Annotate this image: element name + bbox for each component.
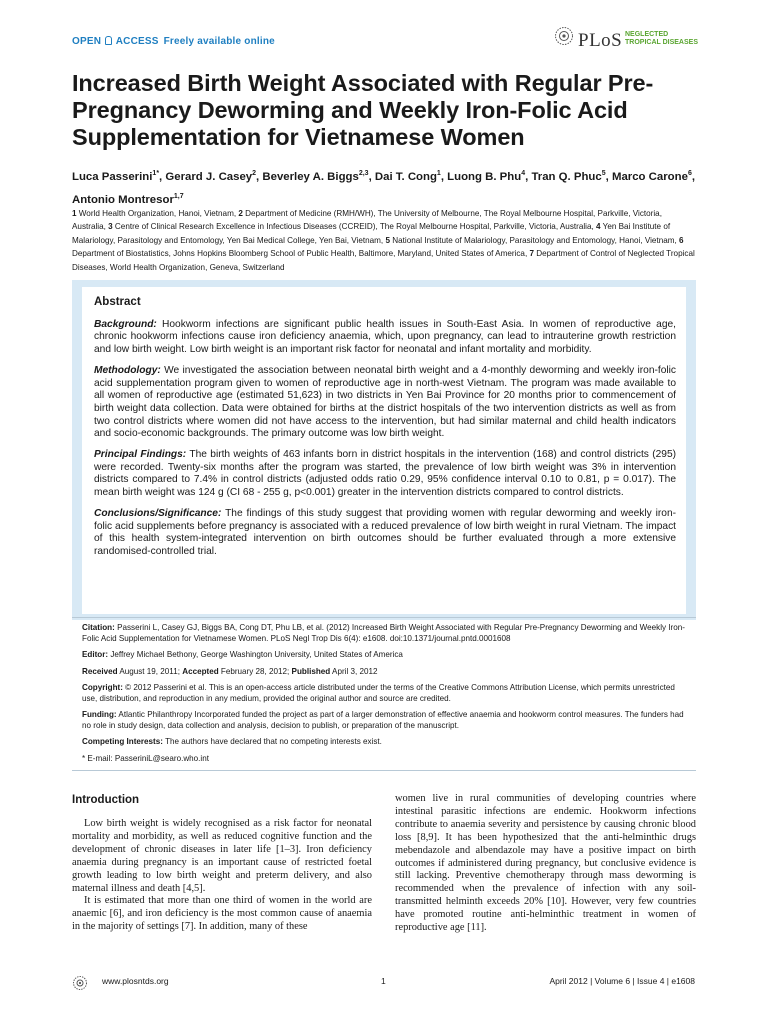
- author-name: Beverley A. Biggs: [262, 170, 359, 183]
- competing-label: Competing Interests:: [82, 737, 163, 746]
- affiliation-text: Department of Biostatistics, Johns Hopkins Bloomberg School of Public Health, Baltimore, Maryland, United States of America,: [72, 249, 530, 259]
- published-date: April 3, 2012: [332, 666, 378, 676]
- author-name: Dai T. Cong: [374, 170, 437, 183]
- editor: [82, 650, 686, 661]
- affiliation-number: 1: [72, 209, 77, 218]
- article-title: Increased Birth Weight Associated with Regular Pre-Pregnancy Deworming and Weekly Iron-Folic Acid Supplementation for Vietnamese Women: [72, 70, 654, 150]
- author-affiliation-marker: 1,7: [173, 192, 184, 200]
- abstract-section-label: Conclusions/Significance:: [94, 507, 222, 519]
- affiliation-number: 4: [596, 222, 601, 232]
- author-affiliation-marker: 1*: [152, 170, 160, 177]
- abstract-section-text: Hookworm infections are significant public health issues in South-East Asia. In women of reproductive age, chronic hookworm infections cause iron deficiency anaemia, which, upon pregnancy, can lead to intrauterine growth restriction and low birth weight. Low birth weight is an important risk factor for neonatal and infant mortality and morbidity.: [94, 318, 676, 356]
- author-list: Luca Passerini$^{1*}$, Gerard J. Casey$^2$, Beverley A. Biggs$^{2,3}$, Dai T. Cong$^1$, Luong B. Phu$^4$, Tran Q. Phuc$^5$, Marco Carone$^6$, Antonio Montresor$^{1,7}$: [72, 170, 696, 206]
- page-number: 1: [381, 976, 386, 986]
- meta-top-rule: [72, 617, 696, 618]
- author-name: Luca Passerini: [72, 170, 153, 183]
- affiliation-number: 7: [529, 249, 534, 259]
- affiliations: [72, 207, 697, 274]
- editor-text: Jeffrey Michael Bethony, George Washington University, United States of America: [110, 650, 403, 659]
- author-name: Antonio Montresor: [72, 193, 174, 206]
- author-affiliation-marker: 5: [601, 170, 606, 177]
- journal-logo: [554, 26, 704, 56]
- author-affiliation-marker: 1: [436, 170, 441, 177]
- author-affiliation-marker: 4: [521, 170, 526, 177]
- affiliation-text: Centre of Clinical Research Excellence in Infectious Diseases (CCREID), The Royal Melbourne Hospital, Parkville, Victoria, Australia,: [112, 222, 597, 232]
- abstract-section-text: The birth weights of 463 infants born in district hospitals in the intervention (168) and control districts (295) were recorded. Twenty-six months after the program was started, the prevalence of low birth weight was 3% in intervention districts compared to 7.4% in control districts (adjusted odds ratio 0.29, 95% confidence interval 0.10 to 0.81, p = 0.017). The mean birth weight was 124 g (CI 68 - 255 g, p<0.001) greater in the intervention districts compared to control districts.: [94, 449, 676, 499]
- abstract-section-text: We investigated the association between neonatal birth weight and a 4-monthly deworming and weekly iron-folic acid supplementation program given to women of reproductive age in north-west Vietnam. The program was made available to all women of reproductive age (estimated 51,623) in two districts in Yen Bai Province for 20 months prior to commencement of birth weight data collection. Data were obtained for births at the district hospitals of the two intervention districts as well as from two control districts where women did not have access to the intervention, but had similar maternal and child health indicators and socio-economic backgrounds. The primary outcome was low birth weight.: [94, 364, 676, 440]
- author-affiliation-marker: 6: [687, 170, 692, 177]
- editor-label: Editor:: [82, 650, 109, 659]
- competing-text: The authors have declared that no competing interests exist.: [165, 737, 382, 746]
- journal-line-2: TROPICAL DISEASES: [625, 39, 698, 46]
- accepted-label: Accepted: [182, 666, 219, 676]
- copyright: [82, 683, 686, 704]
- affiliation-number: 6: [679, 235, 684, 245]
- journal-line-1: NEGLECTED: [625, 31, 669, 38]
- author-name: Marco Carone: [611, 170, 688, 183]
- author-affiliation-marker: 2: [252, 170, 257, 177]
- affiliation-text: Yen Bai Institute of Malariology, Parasitology and Entomology, Yen Bai Medical College, Yen Bai, Vietnam,: [72, 222, 671, 245]
- abstract: [94, 296, 676, 567]
- meta-bottom-rule: [72, 770, 696, 771]
- open-label: OPEN: [72, 36, 102, 47]
- affiliation-number: 5: [385, 235, 390, 245]
- body-column-right: [395, 793, 696, 935]
- paragraph: It is estimated that more than one third of women in the world are anaemic [6], and iron deficiency is the most common cause of anaemia in the majority of settings [7]. In addition, many of these: [72, 895, 372, 933]
- lock-icon: [105, 36, 112, 45]
- affiliation-text: Department of Medicine (RMH/WH), The University of Melbourne, The Royal Melbourne Hospital, Parkville, Victoria, Australia,: [72, 209, 662, 232]
- received-date: August 19, 2011;: [119, 666, 180, 676]
- citation: [82, 623, 686, 644]
- affiliation-text: World Health Organization, Hanoi, Vietnam,: [76, 209, 239, 218]
- copyright-text: © 2012 Passerini et al. This is an open-access article distributed under the terms of the Creative Commons Attribution License, which permits unrestricted use, distribution, and reproduction in any medium, provided the original author and source are credited.: [82, 683, 675, 703]
- citation-label: Citation:: [82, 623, 115, 632]
- funding-text: Atlantic Philanthropy Incorporated funded the project as part of a larger demonstration of effective anaemia and hookworm control measures. The funders had no role in study design, data collection and analysis, decision to publish, or preparation of the manuscript.: [82, 710, 684, 730]
- affiliation-number: 2: [238, 209, 243, 218]
- dates: [82, 667, 686, 678]
- author-name: Gerard J. Casey: [165, 170, 253, 183]
- abstract-heading: Abstract: [94, 296, 141, 308]
- author-name: Tran Q. Phuc: [531, 170, 602, 183]
- citation-text: Passerini L, Casey GJ, Biggs BA, Cong DT, Phu LB, et al. (2012) Increased Birth Weight Associated with Regular Pre-Pregnancy Deworming and Weekly Iron-Folic Acid Supplementation for Vietnamese Women. PLoS Negl Trop Dis 6(4): e1608. doi:10.1371/journal.pntd.0001608: [82, 623, 685, 643]
- accepted-date: February 28, 2012;: [220, 666, 290, 676]
- freely-available-label: Freely available online: [163, 36, 275, 47]
- introduction-heading: Introduction: [72, 794, 140, 806]
- affiliation-text: National Institute of Malariology, Parasitology and Entomology, Hanoi, Vietnam,: [389, 235, 680, 245]
- abstract-section-label: Principal Findings:: [94, 449, 187, 461]
- plos-footer-logo-icon: [72, 975, 98, 991]
- paragraph: women live in rural communities of developing countries where intestinal parasitic infections are endemic. Hookworm infections contribute to anaemia severity and persistence by causing chronic blood loss [8,9]. It has been hypothesized that the anti-helminthic drugs mebendazole and albendazole may have a positive impact on birth outcomes if administered during pregnancy, but conclusive evidence is still lacking. Preventive chemotherapy through mass deworming is recommended when the prevalence of infection with any soil-transmitted helminth exceeds 20% [10]. However, very few countries have promoted routine anti-helminthic treatment in women of reproductive age [11].: [395, 793, 696, 934]
- abstract-section: [94, 508, 676, 559]
- published-label: Published: [291, 666, 331, 676]
- abstract-section-label: Methodology:: [94, 364, 161, 376]
- body-column-left: [72, 818, 372, 934]
- author-name: Luong B. Phu: [447, 170, 522, 183]
- publisher-name: PLoS: [578, 30, 623, 51]
- affiliation-text: Department of Control of Neglected Tropical Diseases, World Health Organization, Geneva, Switzerland: [72, 249, 695, 272]
- funding: [82, 710, 686, 731]
- journal-name: [625, 31, 698, 47]
- article-metadata: [82, 623, 686, 770]
- author-affiliation-marker: 2,3: [358, 170, 369, 177]
- paragraph: Low birth weight is widely recognised as a risk factor for neonatal mortality and morbidity, as well as reduced cognitive function and the development of chronic diseases in later life [1–3]. Iron deficiency anaemia during pregnancy is an important cause of restricted foetal growth leading to low birth weight and preterm delivery, and also maternal illness and death [4,5].: [72, 818, 372, 894]
- abstract-section-label: Background:: [94, 318, 157, 330]
- abstract-section: [94, 319, 676, 357]
- abstract-sections: [94, 319, 676, 559]
- copyright-label: Copyright:: [82, 683, 123, 692]
- plos-globe-icon: [554, 26, 574, 46]
- abstract-section: [94, 449, 676, 500]
- open-access-banner: [72, 36, 275, 47]
- competing-interests: [82, 737, 686, 748]
- journal-url-link[interactable]: www.plosntds.org: [102, 976, 169, 986]
- corresponding-email: * E-mail: PasseriniL@searo.who.int: [82, 753, 209, 763]
- access-label: ACCESS: [115, 36, 159, 47]
- funding-label: Funding:: [82, 710, 117, 719]
- affiliation-number: 3: [108, 222, 113, 232]
- received-label: Received: [82, 666, 118, 676]
- abstract-section: [94, 365, 676, 441]
- issue-info: April 2012 | Volume 6 | Issue 4 | e1608: [549, 976, 695, 986]
- abstract-section-text: The findings of this study suggest that providing women with regular deworming and weekly iron-folic acid supplements before pregnancy is associated with a reduced prevalence of low birth weight in rural Vietnam. The impact of this health system-integrated intervention on birth outcomes should be further evaluated through a more extensive randomised-controlled trial.: [94, 507, 676, 557]
